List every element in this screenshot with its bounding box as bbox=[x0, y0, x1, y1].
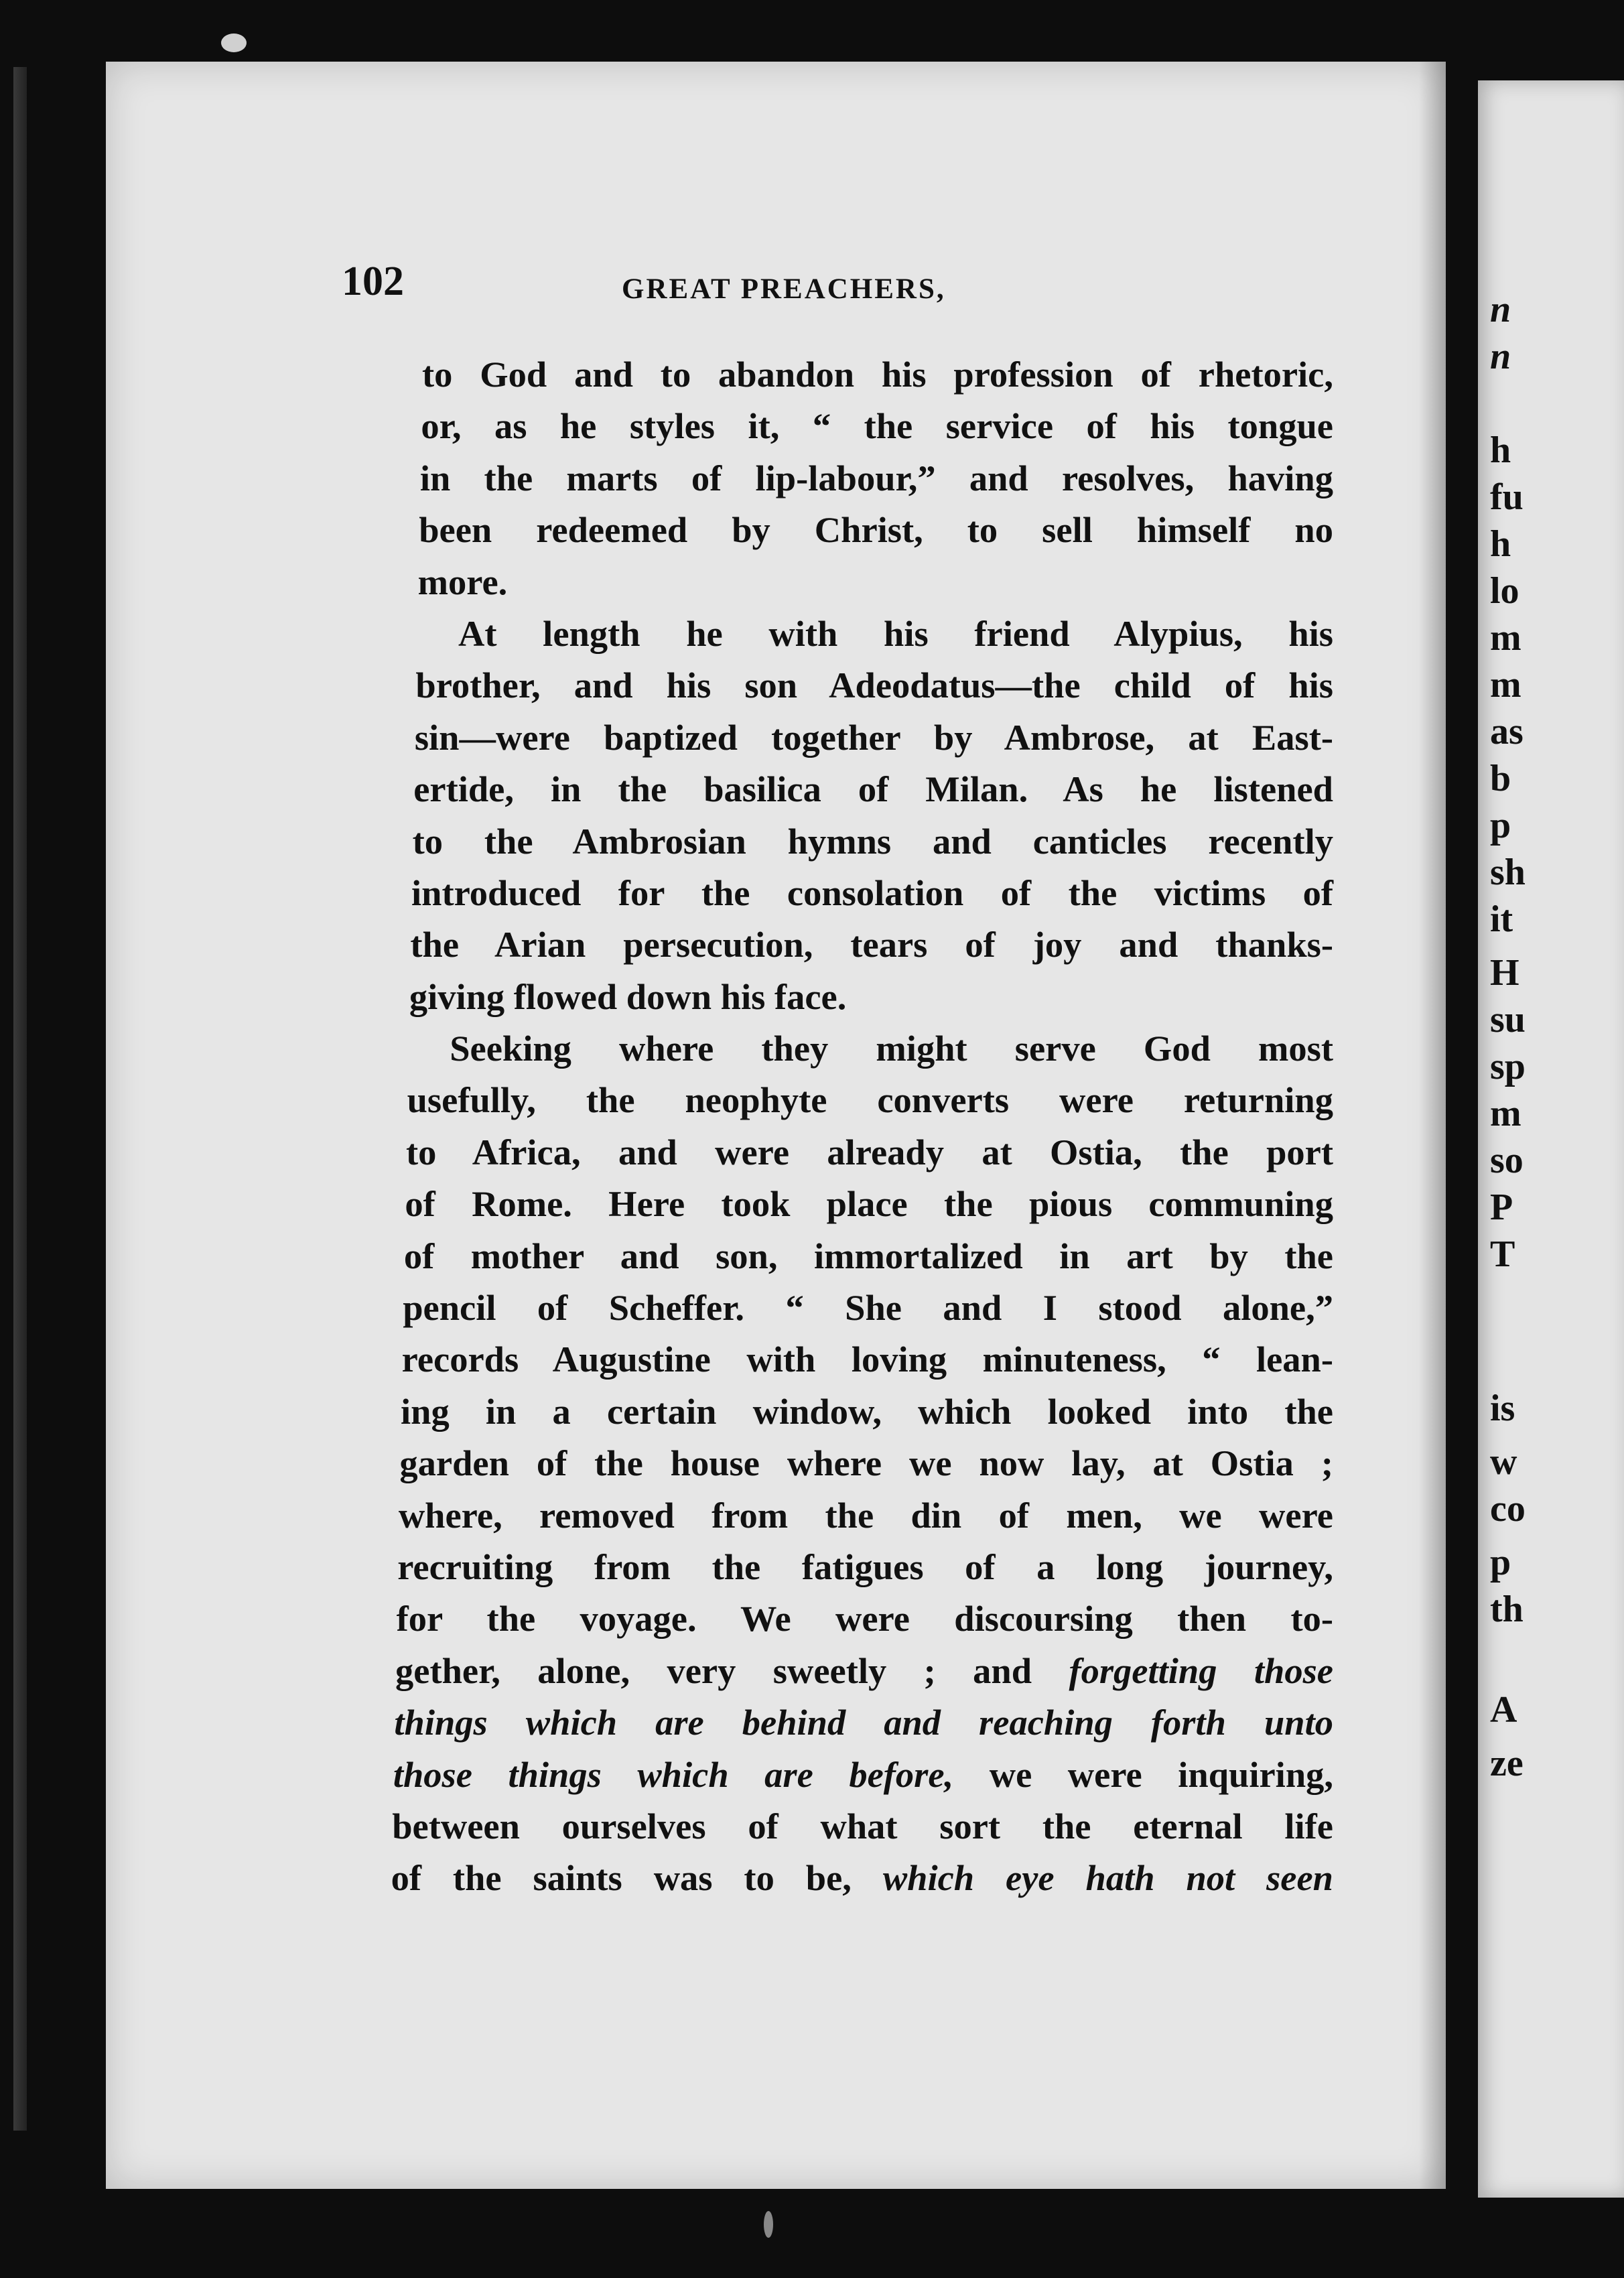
text-line bbox=[392, 1800, 1333, 1852]
line-text: recruiting from the fatigues of a long journey, bbox=[397, 1546, 1333, 1587]
next-page-fragment: so bbox=[1490, 1140, 1524, 1181]
text-line bbox=[409, 971, 1333, 1022]
line-text: in the marts of lip-labour,” and resolves, having bbox=[419, 457, 1333, 498]
line-text: pencil of Scheffer. “ She and I stood alone,” bbox=[403, 1287, 1333, 1329]
text-line bbox=[397, 1593, 1333, 1644]
scan-speck bbox=[221, 34, 247, 52]
next-page-fragment: p bbox=[1490, 805, 1511, 846]
next-page-fragment: H bbox=[1490, 952, 1519, 994]
previous-page-edge bbox=[13, 67, 27, 2131]
line-text: to God and to abandon his profession of rhetoric, bbox=[422, 354, 1333, 395]
next-page-fragment: is bbox=[1490, 1388, 1515, 1429]
text-line bbox=[420, 452, 1333, 504]
text-line bbox=[422, 348, 1333, 400]
text-line bbox=[418, 556, 1333, 608]
line-text: where, removed from the din of men, we were bbox=[398, 1494, 1333, 1536]
line-text: of mother and son, immortalized in art by the bbox=[403, 1235, 1333, 1276]
text-line bbox=[413, 815, 1333, 867]
next-page-fragment: m bbox=[1490, 617, 1521, 659]
line-text: ertide, in the basilica of Milan. As he listened bbox=[413, 768, 1333, 810]
next-page-fragment: b bbox=[1490, 758, 1511, 799]
text-line bbox=[421, 400, 1333, 452]
text-line bbox=[399, 1437, 1333, 1489]
body-text bbox=[391, 348, 1333, 1904]
text-line bbox=[410, 919, 1333, 970]
line-text: garden of the house where we now lay, at Ostia ; bbox=[399, 1443, 1333, 1484]
italic-quotation: things which are behind and reaching forth unto bbox=[394, 1702, 1333, 1743]
text-line bbox=[415, 712, 1333, 763]
next-page-fragment: m bbox=[1490, 1093, 1521, 1134]
next-page-fragment: as bbox=[1490, 711, 1524, 752]
line-text: been redeemed by Christ, to sell himself no bbox=[419, 509, 1333, 551]
text-line bbox=[391, 1852, 1333, 1903]
line-text: records Augustine with loving minuteness, “ lean- bbox=[401, 1339, 1333, 1380]
line-text: gether, alone, very sweetly ; and bbox=[395, 1650, 1069, 1691]
next-page-edge bbox=[1478, 80, 1624, 2198]
line-text: between ourselves of what sort the eternal life bbox=[392, 1805, 1333, 1847]
line-text: giving flowed down his face. bbox=[409, 976, 847, 1017]
text-line bbox=[407, 1074, 1333, 1126]
text-line bbox=[402, 1333, 1333, 1385]
line-text: of Rome. Here took place the pious communing bbox=[405, 1183, 1333, 1225]
text-line bbox=[395, 1645, 1333, 1696]
line-text: of the saints was to be, bbox=[391, 1857, 883, 1899]
next-page-fragment: A bbox=[1490, 1689, 1517, 1731]
scan-speck bbox=[764, 2211, 773, 2238]
line-text: ing in a certain window, which looked into the bbox=[401, 1390, 1333, 1432]
next-page-fragment: P bbox=[1490, 1187, 1513, 1228]
next-page-fragment: ze bbox=[1490, 1743, 1524, 1784]
next-page-fragment: sp bbox=[1490, 1046, 1526, 1087]
next-page-fragment: th bbox=[1490, 1589, 1524, 1630]
line-text: introduced for the consolation of the victims of bbox=[411, 872, 1333, 913]
text-line bbox=[417, 608, 1333, 659]
line-text: to the Ambrosian hymns and canticles recently bbox=[412, 820, 1333, 862]
text-line bbox=[405, 1178, 1333, 1229]
italic-quotation: those things which are before, bbox=[393, 1753, 954, 1795]
next-page-fragment: it bbox=[1490, 898, 1513, 940]
running-head bbox=[342, 258, 1347, 318]
text-line bbox=[397, 1541, 1333, 1593]
text-line bbox=[401, 1386, 1333, 1437]
next-page-fragment: lo bbox=[1490, 570, 1519, 612]
line-text: to Africa, and were already at Ostia, the port bbox=[406, 1131, 1333, 1172]
line-text: we were inquiring, bbox=[953, 1753, 1333, 1795]
line-text: the Arian persecution, tears of joy and thanks- bbox=[410, 924, 1333, 965]
next-page-fragment: w bbox=[1490, 1441, 1517, 1483]
line-text: usefully, the neophyte converts were returning bbox=[407, 1079, 1333, 1121]
text-line bbox=[393, 1749, 1333, 1800]
line-text: brother, and his son Adeodatus—the child of his bbox=[415, 665, 1333, 706]
text-line bbox=[404, 1230, 1333, 1282]
next-page-fragment: h bbox=[1490, 429, 1511, 471]
text-line bbox=[408, 1022, 1333, 1074]
text-line bbox=[399, 1489, 1333, 1541]
text-line bbox=[415, 659, 1333, 711]
line-text: Seeking where they might serve God most bbox=[450, 1028, 1333, 1069]
next-page-fragment: p bbox=[1490, 1542, 1511, 1583]
line-text: At length he with his friend Alypius, his bbox=[458, 612, 1333, 654]
line-text: more. bbox=[417, 561, 508, 602]
next-page-fragment: su bbox=[1490, 999, 1526, 1041]
page-number: 102 bbox=[342, 259, 404, 304]
next-page-fragment: h bbox=[1490, 523, 1511, 565]
italic-quotation: forgetting those bbox=[1069, 1650, 1333, 1691]
next-page-fragment: T bbox=[1490, 1233, 1515, 1275]
text-line bbox=[406, 1126, 1333, 1178]
running-title: GREAT PREACHERS, bbox=[622, 273, 946, 305]
next-page-fragment: sh bbox=[1490, 852, 1526, 893]
next-page-fragment: co bbox=[1490, 1488, 1526, 1530]
italic-quotation: which eye hath not seen bbox=[882, 1857, 1333, 1899]
text-line bbox=[394, 1696, 1333, 1748]
line-text: or, as he styles it, “ the service of his tongue bbox=[421, 405, 1333, 447]
line-text: for the voyage. We were discoursing then to- bbox=[396, 1598, 1333, 1639]
next-page-fragment: n bbox=[1490, 289, 1511, 330]
text-line bbox=[411, 867, 1333, 919]
next-page-fragment: m bbox=[1490, 664, 1521, 706]
next-page-fragment: n bbox=[1490, 336, 1511, 377]
text-line bbox=[419, 504, 1333, 555]
text-line bbox=[403, 1282, 1333, 1333]
next-page-fragment: fu bbox=[1490, 476, 1524, 518]
line-text: sin—were baptized together by Ambrose, at East- bbox=[414, 716, 1333, 758]
text-line bbox=[413, 763, 1333, 815]
